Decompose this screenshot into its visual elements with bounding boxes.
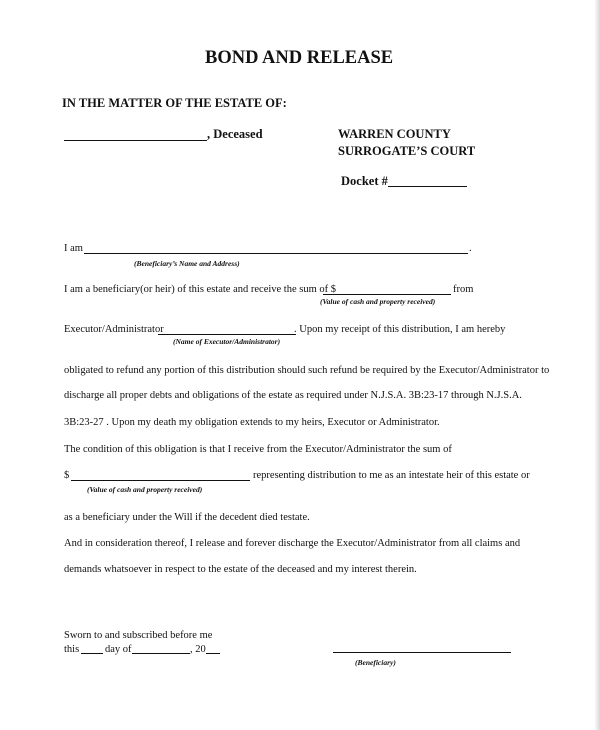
dollar-sign: $ xyxy=(64,470,70,481)
beneficiary-sum-text: I am a beneficiary(or heir) of this estate and receive the sum of $ xyxy=(64,284,337,295)
obligation-text-line: obligated to refund any portion of this distribution should such refund be required by the Executor/Administrator to xyxy=(64,365,550,376)
executor-name-blank[interactable] xyxy=(158,334,296,335)
representing-text: representing distribution to me as an intestate heir of this estate or xyxy=(253,470,530,481)
condition-text-line: The condition of this obligation is that I receive from the Executor/Administrator the sum of xyxy=(64,444,452,455)
this-label: this xyxy=(64,644,80,655)
beneficiary-name-caption: (Beneficiary’s Name and Address) xyxy=(134,259,240,268)
executor-receipt-text: . Upon my receipt of this distribution, I am hereby xyxy=(294,324,506,335)
death-text-line: 3B:23-27 . Upon my death my obligation extends to my heirs, Executor or Administrator. xyxy=(64,417,440,428)
distribution-sum-blank[interactable] xyxy=(71,480,250,481)
matter-heading: IN THE MATTER OF THE ESTATE OF: xyxy=(62,96,287,110)
sworn-text: Sworn to and subscribed before me xyxy=(64,630,213,641)
executor-label: Executor/Administrator xyxy=(64,324,164,335)
year-prefix: , 20 xyxy=(190,644,206,655)
county-name: WARREN COUNTY xyxy=(338,127,451,141)
docket-label: Docket # xyxy=(341,174,388,188)
page-edge-shadow xyxy=(594,0,600,730)
beneficiary-name-blank[interactable] xyxy=(84,253,468,254)
deceased-name-blank[interactable] xyxy=(64,140,207,141)
i-am-label: I am xyxy=(64,243,83,254)
executor-name-caption: (Name of Executor/Administrator) xyxy=(173,337,281,346)
beneficiary-signature-blank[interactable] xyxy=(333,652,511,653)
beneficiary-signature-caption: (Beneficiary) xyxy=(355,658,396,667)
day-blank[interactable] xyxy=(81,653,103,654)
beneficiary-sum-from: from xyxy=(453,284,474,295)
beneficiary-sum-blank[interactable] xyxy=(323,294,451,295)
court-name: SURROGATE’S COURT xyxy=(338,144,476,158)
deceased-label: , Deceased xyxy=(207,127,263,141)
consideration-text-line: And in consideration thereof, I release and forever discharge the Executor/Administrator from all claims and xyxy=(64,538,521,549)
distribution-sum-caption: (Value of cash and property received) xyxy=(87,485,203,494)
document-title: BOND AND RELEASE xyxy=(205,48,394,68)
i-am-period: . xyxy=(469,243,472,254)
docket-number-blank[interactable] xyxy=(388,186,467,187)
month-blank[interactable] xyxy=(132,653,190,654)
demands-text-line: demands whatsoever in respect to the estate of the deceased and my interest therein. xyxy=(64,564,417,575)
beneficiary-sum-caption: (Value of cash and property received) xyxy=(320,297,436,306)
day-of-label: day of xyxy=(105,644,132,655)
will-text-line: as a beneficiary under the Will if the decedent died testate. xyxy=(64,512,310,523)
discharge-text-line: discharge all proper debts and obligations of the estate as required under N.J.S.A. 3B:23-17 through N.J.S.A. xyxy=(64,390,522,401)
year-blank[interactable] xyxy=(206,653,220,654)
